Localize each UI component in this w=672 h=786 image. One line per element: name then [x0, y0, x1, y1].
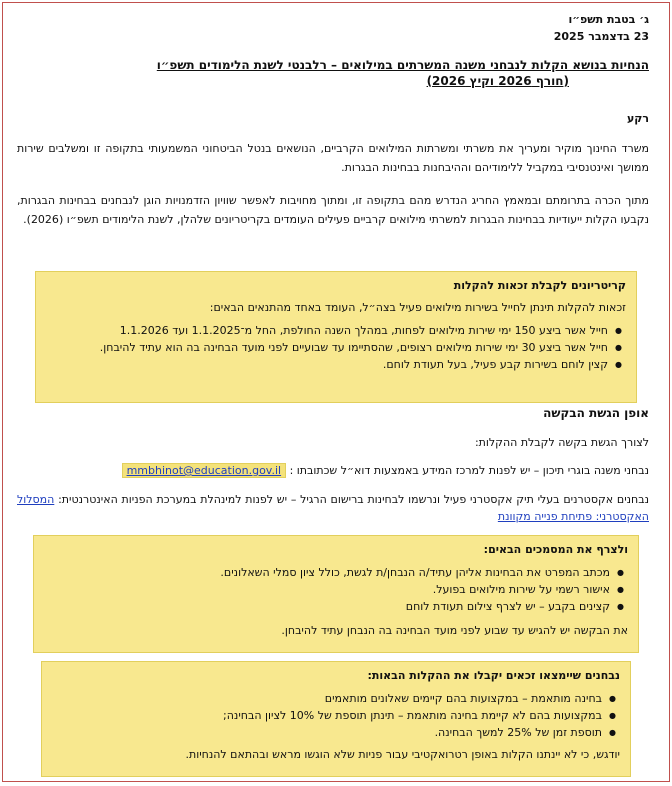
list-item: ● קצינים בקבע – יש לצרף צילום תעודת לוחם — [44, 598, 610, 615]
date-block — [554, 11, 649, 45]
document-page — [2, 2, 670, 782]
submission-line-1-text: נבחני משנה בוגרי תיכון – יש לפנות למרכז המידע באמצעות דוא״ל שכתובתו : — [289, 464, 649, 477]
list-item: ● חייל אשר ביצע 150 ימי שירות מילואים לפחות, במהלך השנה החולפת, החל מ־1.1.2025 ועד 1.1.2026 — [46, 322, 608, 339]
list-item: ● אישור רשמי על שירות מילואים בפועל. — [44, 581, 610, 598]
list-item: ● במקצועות בהם לא קיימת בחינה מותאמת – תינתן תוספת של 10% לציון הבחינה; — [52, 707, 602, 724]
document-title — [23, 57, 649, 89]
documents-box — [33, 535, 639, 653]
criteria-list — [46, 322, 626, 373]
benefits-title: נבחנים שיימצאו זכאים יקבלו את ההקלות הבאות: — [367, 669, 620, 682]
documents-note: את הבקשה יש להגיש עד שבוע לפני מועד הבחינה בה הנבחן עתיד להיבחן. — [281, 623, 628, 637]
list-item: ● בחינה מותאמת – במקצועות בהם קיימים שאלונים מותאמים — [52, 690, 602, 707]
submission-line-2 — [17, 491, 649, 525]
gregorian-date: 23 בדצמבר 2025 — [553, 30, 649, 43]
email-address[interactable]: mmbhinot@education.gov.il — [126, 464, 282, 477]
submission-line-2-text: נבחנים אקסטרנים בעלי תיק אקסטרני פעיל ונרשמו לבחינות ברישום הרגיל – יש לפנות למינהלת במערכת הפניות האינטרנטית: — [58, 493, 650, 506]
title-line-2: (חורף 2026 וקיץ 2026) — [426, 74, 569, 88]
criteria-title: קריטריונים לקבלת זכאות להקלות — [453, 279, 626, 292]
title-line-1: הנחיות בנושא הקלות לנבחני משנה המשרתים במילואים – רלבנטי לשנת הלימודים תשפ״ו — [156, 58, 649, 72]
background-paragraph-2: מתוך הכרה בתרומתם ובמאמץ החריג הנדרש מהם בתקופה זו, ומתוך מחויבות לאפשר שוויון הזדמנויות הוגן לנבחנים בבחינות הבגרות, נקבעו הקלות ייעודיות בבחינות הבגרות למשרתי מילואים קרביים פעילים העומדים בקריטריונים שלהלן, לשנת הלימודים תשפ״ו (2026). — [17, 194, 649, 226]
list-item: ● תוספת זמן של 25% למשך הבחינה. — [52, 724, 602, 741]
list-item: ● קצין לוחם בשירות קבע פעיל, בעל תעודת לוחם. — [46, 356, 608, 373]
submission-heading: אופן הגשת הבקשה — [543, 406, 649, 420]
criteria-intro: זכאות להקלות תינתן לחייל בשירות מילואים פעיל בצה״ל, העומד באחד מהתנאים הבאים: — [209, 300, 626, 314]
background-paragraph-1: משרד החינוך מוקיר ומעריך את משרתי ומשרתות המילואים הקרביים, הנושאים בנטל הביטחוני המשמעותי בתקופה זו ומשלבים שירות ממושך ואינטנסיבי במקביל ללימודיהם וההיבחנות בבחינות הבגרות. — [17, 142, 649, 174]
email-link[interactable] — [122, 463, 287, 478]
submission-intro: לצורך הגשת בקשה לקבלת ההקלות: — [474, 436, 649, 449]
documents-list — [44, 564, 628, 615]
documents-title: ולצרף את המסמכים הבאים: — [483, 543, 628, 556]
benefits-note: יודגש, כי לא יינתנו הקלות באופן רטרואקטיבי עבור פניות שלא הוגשו מראש ובהתאם להנחיות. — [185, 747, 620, 761]
list-item: ● מכתב המפרט את הבחינות אליהן עתיד/ה הנבחן/ת לגשת, כולל ציון סמלי השאלונים. — [44, 564, 610, 581]
criteria-box — [35, 271, 637, 403]
background-heading: רקע — [626, 112, 649, 125]
list-item: ● חייל אשר ביצע 30 ימי שירות מילואים רצופים, שהסתיימו עד שבועיים לפני מועד הבחינה בה הוא עתיד להיבחן. — [46, 339, 608, 356]
submission-line-1 — [17, 461, 649, 480]
hebrew-date: ג׳ בטבת תשפ״ו — [568, 13, 649, 26]
benefits-list — [52, 690, 620, 741]
external-route-link[interactable]: המסלול האקסטרני: פתיחת פנייה מקוונת — [17, 493, 649, 523]
benefits-box — [41, 661, 631, 777]
